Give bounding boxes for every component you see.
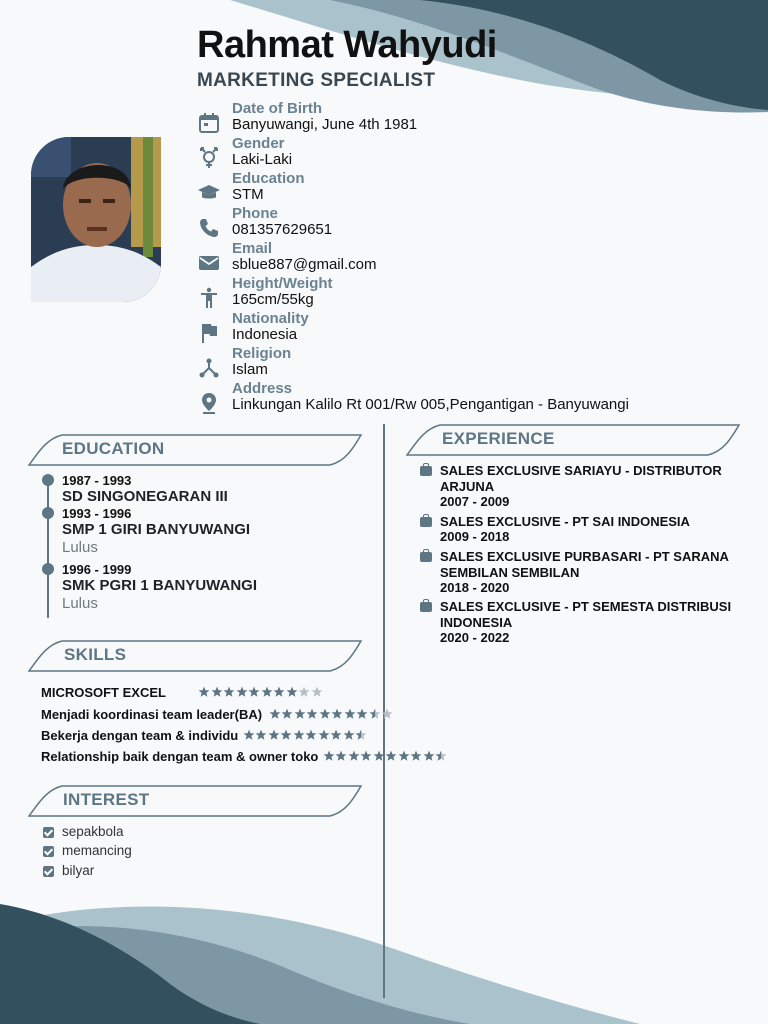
star-icon [356, 708, 368, 720]
star-icon [385, 750, 397, 762]
star-icon [331, 708, 343, 720]
info-label: Nationality [232, 310, 309, 327]
calendar-icon [197, 111, 221, 135]
section-title: EXPERIENCE [442, 429, 555, 448]
location-pin-icon [197, 391, 221, 415]
star-icon [435, 750, 447, 762]
interest-heading [28, 784, 362, 818]
education-years: 1996 - 1999 [62, 562, 132, 577]
experience-years: 2020 - 2022 [440, 630, 510, 645]
info-value: sblue887@gmail.com [232, 256, 377, 273]
education-school: SD SINGONEGARAN III [62, 488, 228, 505]
star-icon [355, 729, 367, 741]
star-icon [269, 708, 281, 720]
education-note: Lulus [62, 595, 98, 612]
info-value: Indonesia [232, 326, 298, 343]
info-label: Height/Weight [232, 275, 333, 292]
section-title: SKILLS [64, 645, 127, 664]
star-icon [223, 686, 235, 698]
person-name: Rahmat Wahyudi [197, 24, 497, 66]
star-icon [286, 686, 298, 698]
star-icon [410, 750, 422, 762]
briefcase-icon [420, 466, 432, 476]
job-title: MARKETING SPECIALIST [197, 70, 436, 91]
star-icon [243, 729, 255, 741]
star-icon [306, 708, 318, 720]
info-label: Phone [232, 205, 278, 222]
info-label: Date of Birth [232, 100, 322, 117]
checkbox-icon [43, 827, 54, 838]
briefcase-icon [420, 552, 432, 562]
briefcase-icon [420, 602, 432, 612]
profile-photo [31, 137, 161, 302]
star-icon [423, 750, 435, 762]
star-icon [211, 686, 223, 698]
star-icon [255, 729, 267, 741]
star-icon [343, 729, 355, 741]
gender-icon [197, 146, 221, 170]
timeline-dot [42, 507, 54, 519]
education-years: 1993 - 1996 [62, 506, 132, 521]
interest-label: bilyar [62, 863, 95, 878]
star-icon [294, 708, 306, 720]
info-value: Islam [232, 361, 268, 378]
experience-title: SALES EXCLUSIVE PURBASARI - PT SARANA SEMBILAN SEMBILAN [440, 549, 729, 580]
star-icon [261, 686, 273, 698]
info-label: Gender [232, 135, 285, 152]
info-value: Banyuwangi, June 4th 1981 [232, 116, 418, 133]
skill-name: MICROSOFT EXCEL [41, 684, 166, 700]
experience-title: SALES EXCLUSIVE - PT SEMESTA DISTRIBUSI INDONESIA [440, 599, 732, 630]
info-label: Religion [232, 345, 292, 362]
section-title: INTEREST [63, 790, 150, 809]
briefcase-icon [420, 517, 432, 527]
skill-rating [243, 726, 368, 744]
skill-name: Bekerja dengan team & individu [41, 727, 239, 743]
checkbox-icon [43, 846, 54, 857]
star-icon [293, 729, 305, 741]
info-label: Address [232, 380, 293, 397]
experience-years: 2018 - 2020 [440, 580, 510, 595]
star-icon [236, 686, 248, 698]
info-label: Education [232, 170, 305, 187]
star-icon [373, 750, 385, 762]
info-value: Linkungan Kalilo Rt 001/Rw 005,Pengantigan - Banyuwangi [232, 396, 629, 413]
star-icon [273, 686, 285, 698]
star-icon [298, 686, 310, 698]
experience-years: 2009 - 2018 [440, 529, 510, 544]
experience-heading [406, 423, 740, 457]
star-icon [381, 708, 393, 720]
education-school: SMK PGRI 1 BANYUWANGI [62, 577, 258, 594]
checkbox-icon [43, 866, 54, 877]
skill-rating [198, 683, 323, 701]
section-title: EDUCATION [62, 439, 165, 458]
star-icon [360, 750, 372, 762]
timeline-dot [42, 474, 54, 486]
info-value: Laki-Laki [232, 151, 293, 168]
star-icon [311, 686, 323, 698]
graduation-cap-icon [197, 181, 221, 205]
network-icon [197, 356, 221, 380]
experience-title: SALES EXCLUSIVE - PT SAI INDONESIA [440, 514, 690, 529]
skill-rating [323, 747, 448, 765]
star-icon [268, 729, 280, 741]
star-icon [330, 729, 342, 741]
education-note: Lulus [62, 539, 98, 556]
info-value: STM [232, 186, 264, 203]
education-timeline [47, 478, 49, 618]
star-icon [305, 729, 317, 741]
skill-rating [269, 705, 394, 723]
person-icon [197, 286, 221, 310]
interest-label: sepakbola [62, 824, 124, 839]
experience-title: SALES EXCLUSIVE SARIAYU - DISTRIBUTOR ARJUNA [440, 463, 722, 494]
star-icon [198, 686, 210, 698]
skill-row [41, 747, 448, 765]
info-value: 165cm/55kg [232, 291, 314, 308]
star-icon [280, 729, 292, 741]
star-icon [281, 708, 293, 720]
star-icon [344, 708, 356, 720]
flag-icon [197, 321, 221, 345]
interest-label: memancing [62, 843, 132, 858]
skill-row [41, 683, 323, 701]
mail-icon [197, 251, 221, 275]
skill-row [41, 705, 394, 723]
star-icon [335, 750, 347, 762]
skills-heading [28, 639, 362, 673]
skill-row [41, 726, 368, 744]
phone-icon [197, 216, 221, 240]
star-icon [318, 729, 330, 741]
skill-name: Menjadi koordinasi team leader(BA) [41, 706, 263, 722]
star-icon [323, 750, 335, 762]
education-years: 1987 - 1993 [62, 473, 132, 488]
timeline-dot [42, 563, 54, 575]
education-school: SMP 1 GIRI BANYUWANGI [62, 521, 251, 538]
star-icon [369, 708, 381, 720]
info-value: 081357629651 [232, 221, 333, 238]
info-label: Email [232, 240, 273, 257]
star-icon [398, 750, 410, 762]
star-icon [248, 686, 260, 698]
education-heading [28, 433, 362, 467]
star-icon [348, 750, 360, 762]
experience-years: 2007 - 2009 [440, 494, 510, 509]
skill-name: Relationship baik dengan team & owner toko [41, 748, 319, 764]
star-icon [319, 708, 331, 720]
